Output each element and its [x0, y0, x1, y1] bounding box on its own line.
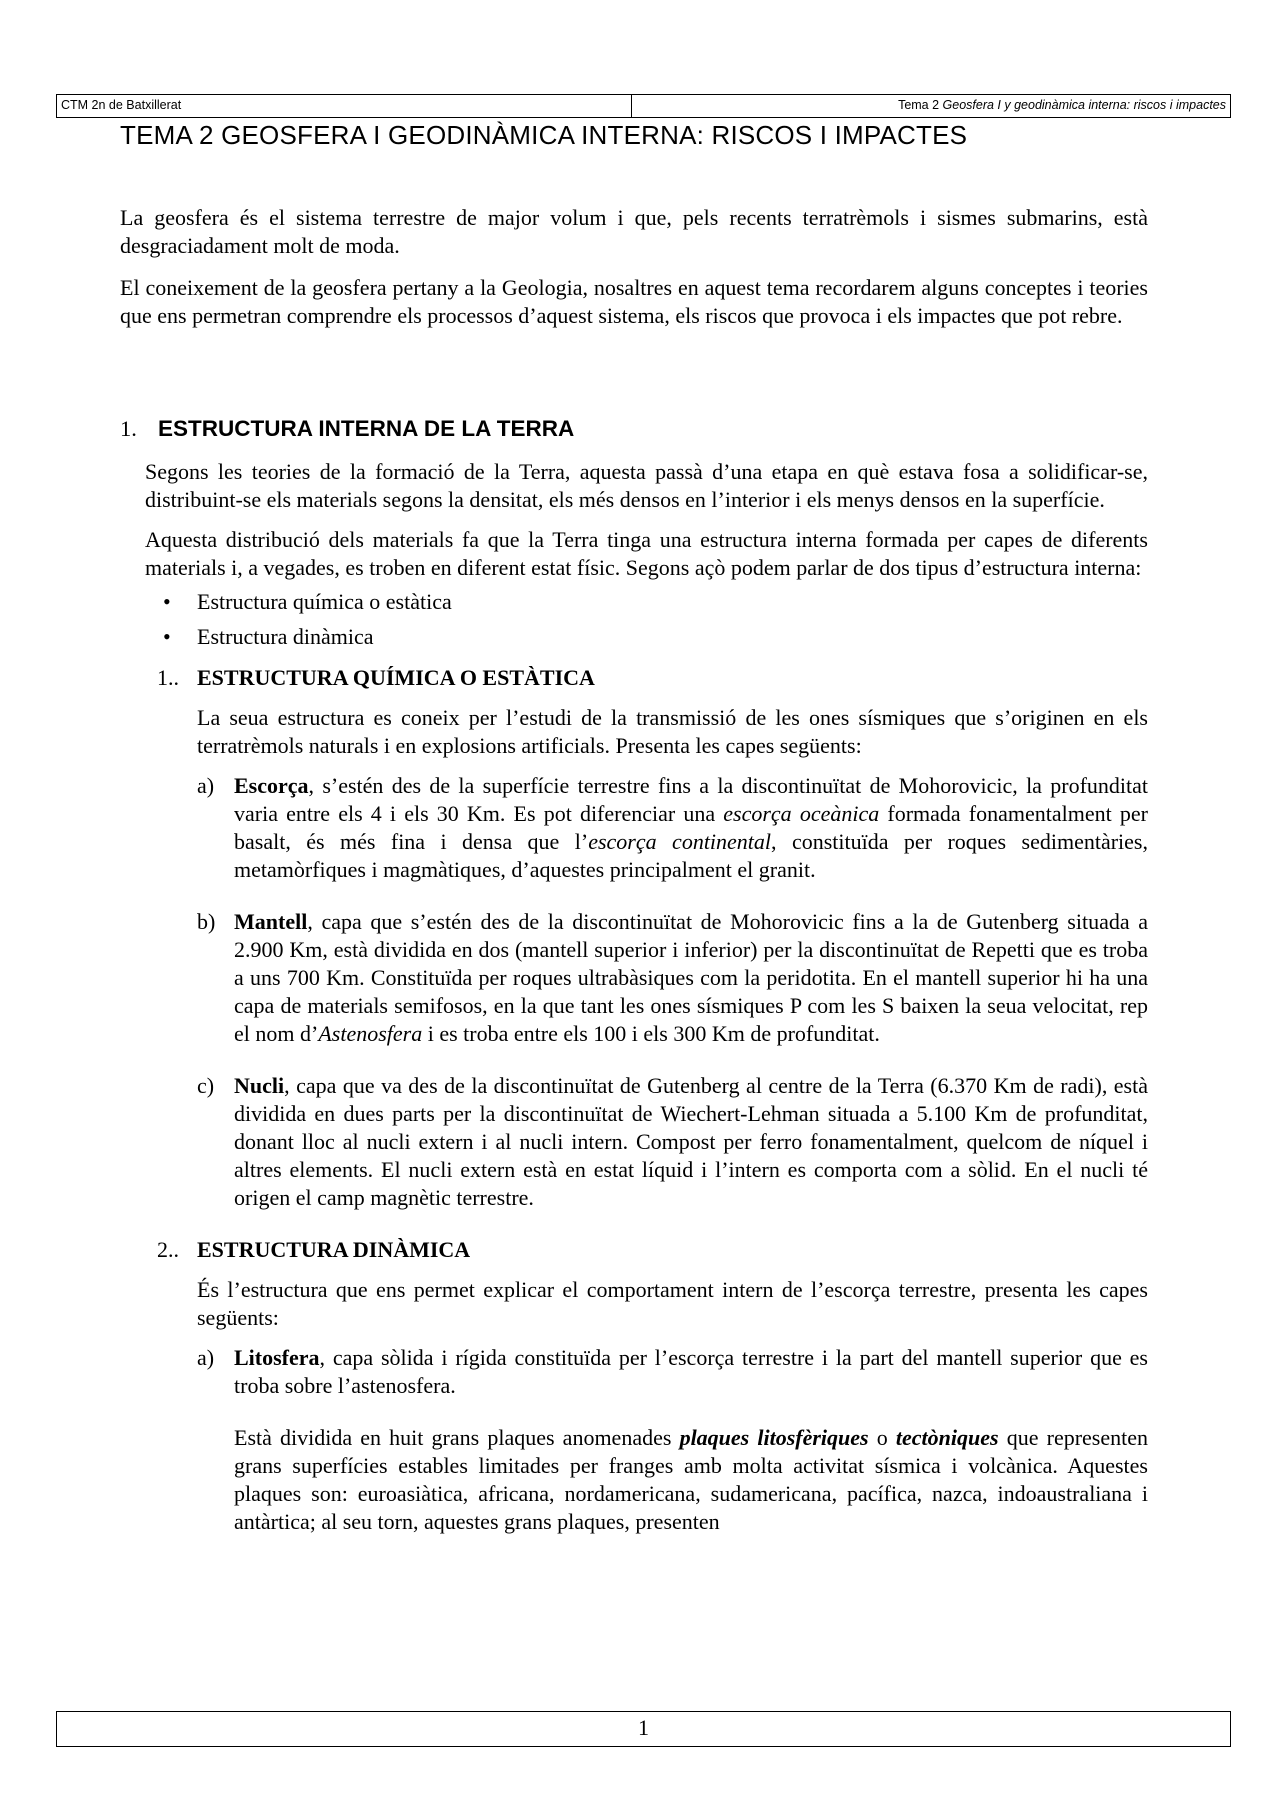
list-item [145, 623, 1148, 658]
header-topic-italic: Geosfera I y geodinàmica interna: riscos i impactes [942, 98, 1226, 112]
section-1-heading [120, 416, 574, 442]
item-text-part: , constituïda per roques sedimentàries, metamòrfiques i magmàtiques, d’aquestes principalment el granit. [234, 829, 1148, 882]
subsection-2-title: ESTRUCTURA DINÀMICA [197, 1237, 471, 1262]
item-term: Litosfera [234, 1345, 320, 1370]
item-letter: a) [197, 1345, 215, 1370]
item-text-part: formada fonamentalment per basalt, és més fina i densa que l’ [234, 801, 1148, 854]
header-topic [632, 95, 1230, 117]
page-header [56, 94, 1231, 118]
subsection-2-heading [145, 1236, 1148, 1264]
section-1-body [145, 458, 1148, 1548]
section-1-paragraph-2: Aquesta distribució dels materials fa que la Terra tinga una estructura interna formada per capes de diferents materials i, a vegades, es troben en diferent estat físic. Segons açò podem parlar de dos tipus d’estructura interna: [145, 527, 1148, 580]
subsection-2-number: 2.. [157, 1237, 179, 1262]
bullet-icon: • [163, 624, 171, 649]
item-text-part: , capa sòlida i rígida constituïda per l’escorça terrestre i la part del mantell superior que es troba sobre l’astenosfera. [234, 1345, 1148, 1398]
layer-item-litosfera [197, 1344, 1148, 1412]
header-course: CTM 2n de Batxillerat [57, 95, 632, 117]
bullet-icon: • [163, 589, 171, 614]
structure-types-list [145, 588, 1148, 658]
page-footer [56, 1711, 1231, 1747]
item-text-part: , capa que va des de la discontinuïtat de Gutenberg al centre de la Terra (6.370 Km de radi), està dividida en dues parts per la discontinuïtat de Wiechert-Lehman situada a 5.100 Km de profunditat, donant lloc al nucli extern i al nucli intern. Compost per ferro fonamentalment, quelcom de níquel i altres elements. El nucli extern està en estat líquid i l’intern es comporta com a sòlid. En el nucli té origen el camp magnètic terrestre. [234, 1073, 1148, 1210]
item-italic-term: escorça continental [588, 829, 772, 854]
section-1-number: 1. [120, 416, 137, 441]
plates-text-part: o [868, 1425, 896, 1450]
plates-paragraph [234, 1424, 1148, 1536]
item-text [234, 1072, 1148, 1212]
page-title: TEMA 2 GEOSFERA I GEODINÀMICA INTERNA: RISCOS I IMPACTES [120, 120, 968, 150]
subsection-2-paragraph: És l’estructura que ens permet explicar el comportament intern de l’escorça terrestre, presenta les capes següents: [197, 1277, 1148, 1330]
subsection-1-heading [145, 664, 1148, 692]
subsection-1-number: 1.. [157, 665, 179, 690]
list-item-text: Estructura química o estàtica [197, 589, 452, 614]
item-italic-term: escorça oceànica [723, 801, 880, 826]
layer-item-mantell [197, 908, 1148, 1060]
list-item-text: Estructura dinàmica [197, 624, 374, 649]
item-letter: b) [197, 909, 216, 934]
item-letter: c) [197, 1073, 215, 1098]
plates-term: tectòniques [895, 1425, 999, 1450]
item-text [234, 772, 1148, 884]
item-text [234, 1344, 1148, 1400]
intro-paragraph-1: La geosfera és el sistema terrestre de major volum i que, pels recents terratrèmols i sismes submarins, està desgraciadament molt de moda. [120, 205, 1148, 258]
item-term: Nucli [234, 1073, 285, 1098]
list-item [145, 588, 1148, 623]
intro-paragraph-2: El coneixement de la geosfera pertany a la Geologia, nosaltres en aquest tema recordarem alguns conceptes i teories que ens permetran comprendre els processos d’aquest sistema, els riscos que provoca i els impactes que pot rebre. [120, 275, 1148, 328]
item-text-part: i es troba entre els 100 i els 300 Km de profunditat. [422, 1021, 880, 1046]
item-text-part: , s’estén des de la superfície terrestre fins a la discontinuïtat de Mohorovicic, la profunditat varia entre els 4 i els 30 Km. Es pot diferenciar una [234, 773, 1148, 826]
layer-item-escorca [197, 772, 1148, 896]
item-italic-term: Astenosfera [318, 1021, 423, 1046]
item-term: Escorça [234, 773, 309, 798]
page-number: 1 [638, 1715, 649, 1740]
item-text-part: , capa que s’estén des de la discontinuïtat de Mohorovicic fins a la de Gutenberg situada a 2.900 Km, està dividida en dos (mantell superior i inferior) per la discontinuïtat de Repetti que es troba a uns 700 Km. Constituïda per roques ultrabàsiques com la peridotita. En el mantell superior hi ha una capa de materials semifosos, en la que tant les ones sísmiques P com les S baixen la seua velocitat, rep el nom d’ [234, 909, 1148, 1046]
subsection-1-title: ESTRUCTURA QUÍMICA O ESTÀTICA [197, 665, 595, 690]
layer-item-nucli [197, 1072, 1148, 1224]
item-text [234, 908, 1148, 1048]
plates-term: plaques litosfèriques [679, 1425, 869, 1450]
subsection-1-paragraph: La seua estructura es coneix per l’estudi de la transmissió de les ones sísmiques que s’originen en els terratrèmols naturals i en explosions artificials. Presenta les capes següents: [197, 705, 1148, 758]
section-1-paragraph-1: Segons les teories de la formació de la Terra, aquesta passà d’una etapa en què estava fosa a solidificar-se, distribuint-se els materials segons la densitat, els més densos en l’interior i els menys densos en la superfície. [145, 459, 1148, 512]
item-term: Mantell [234, 909, 308, 934]
section-1-title: ESTRUCTURA INTERNA DE LA TERRA [158, 416, 575, 441]
plates-text-part: que representen grans superfícies estables limitades per franges amb molta activitat sísmica i volcànica. Aquestes plaques son: euroasiàtica, africana, nordamericana, sudamericana, pacífica, nazca, indoaustraliana i antàrtica; al seu torn, aquestes grans plaques, presenten [234, 1425, 1149, 1534]
intro-text [120, 204, 1148, 330]
header-topic-prefix: Tema 2 [898, 98, 943, 112]
item-letter: a) [197, 773, 215, 798]
plates-text-part: Està dividida en huit grans plaques anomenades [234, 1425, 680, 1450]
